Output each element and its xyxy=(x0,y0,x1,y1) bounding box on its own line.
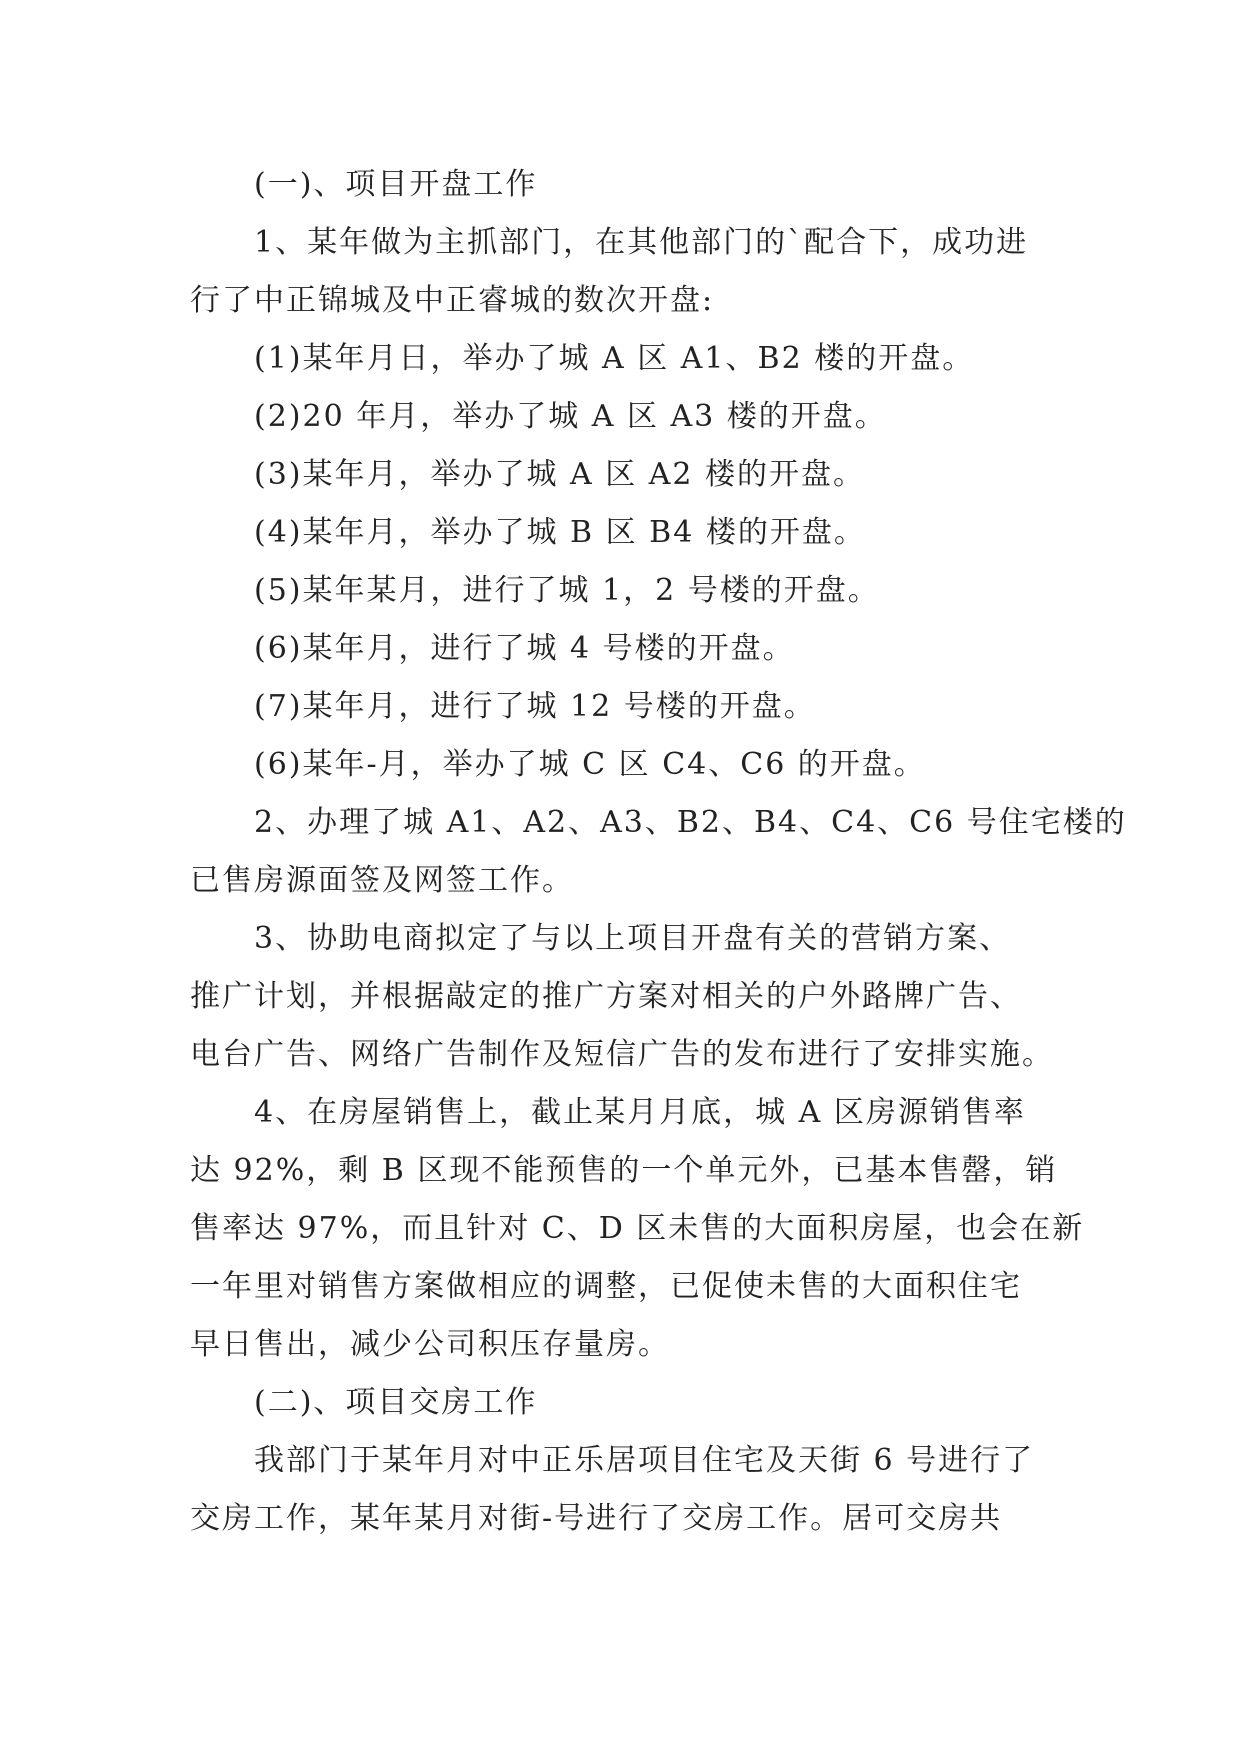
list-item: (3)某年月，举办了城 A 区 A2 楼的开盘。 xyxy=(254,457,866,492)
section-heading-2: (二)、项目交房工作 xyxy=(254,1385,538,1420)
paragraph-line: 行了中正锦城及中正睿城的数次开盘: xyxy=(190,283,715,318)
paragraph-line: 1、某年做为主抓部门，在其他部门的`配合下，成功进 xyxy=(254,225,1029,260)
paragraph-line: 售率达 97%，而且针对 C、D 区未售的大面积房屋，也会在新 xyxy=(190,1211,1085,1246)
section-heading-1: (一)、项目开盘工作 xyxy=(254,167,538,202)
paragraph-line: 达 92%，剩 B 区现不能预售的一个单元外，已基本售罄，销 xyxy=(190,1153,1058,1188)
document-body xyxy=(190,156,1127,1548)
paragraph-line: 4、在房屋销售上，截止某月月底，城 A 区房源销售率 xyxy=(254,1095,1026,1130)
list-item: (4)某年月，举办了城 B 区 B4 楼的开盘。 xyxy=(254,515,866,550)
list-item: (7)某年月，进行了城 12 号楼的开盘。 xyxy=(254,689,816,724)
paragraph-line: 一年里对销售方案做相应的调整，已促使未售的大面积住宅 xyxy=(190,1269,1022,1304)
paragraph-line: 交房工作，某年某月对街-号进行了交房工作。居可交房共 xyxy=(190,1501,1003,1536)
paragraph-line: 电台广告、网络广告制作及短信广告的发布进行了安排实施。 xyxy=(190,1037,1054,1072)
list-item: (6)某年月，进行了城 4 号楼的开盘。 xyxy=(254,631,795,666)
paragraph-line: 2、办理了城 A1、A2、A3、B2、B4、C4、C6 号住宅楼的 xyxy=(254,805,1127,840)
list-item: (6)某年-月，举办了城 C 区 C4、C6 的开盘。 xyxy=(254,747,926,782)
list-item: (2)20 年月，举办了城 A 区 A3 楼的开盘。 xyxy=(254,399,887,434)
paragraph-line: 推广计划，并根据敲定的推广方案对相关的户外路牌广告、 xyxy=(190,979,1022,1014)
list-item: (1)某年月日，举办了城 A 区 A1、B2 楼的开盘。 xyxy=(254,341,975,376)
paragraph-line: 3、协助电商拟定了与以上项目开盘有关的营销方案、 xyxy=(254,921,1012,956)
paragraph-line: 已售房源面签及网签工作。 xyxy=(190,863,574,898)
list-item: (5)某年某月，进行了城 1，2 号楼的开盘。 xyxy=(254,573,880,608)
paragraph-line: 我部门于某年月对中正乐居项目住宅及天街 6 号进行了 xyxy=(254,1443,1035,1478)
paragraph-line: 早日售出，减少公司积压存量房。 xyxy=(190,1327,670,1362)
